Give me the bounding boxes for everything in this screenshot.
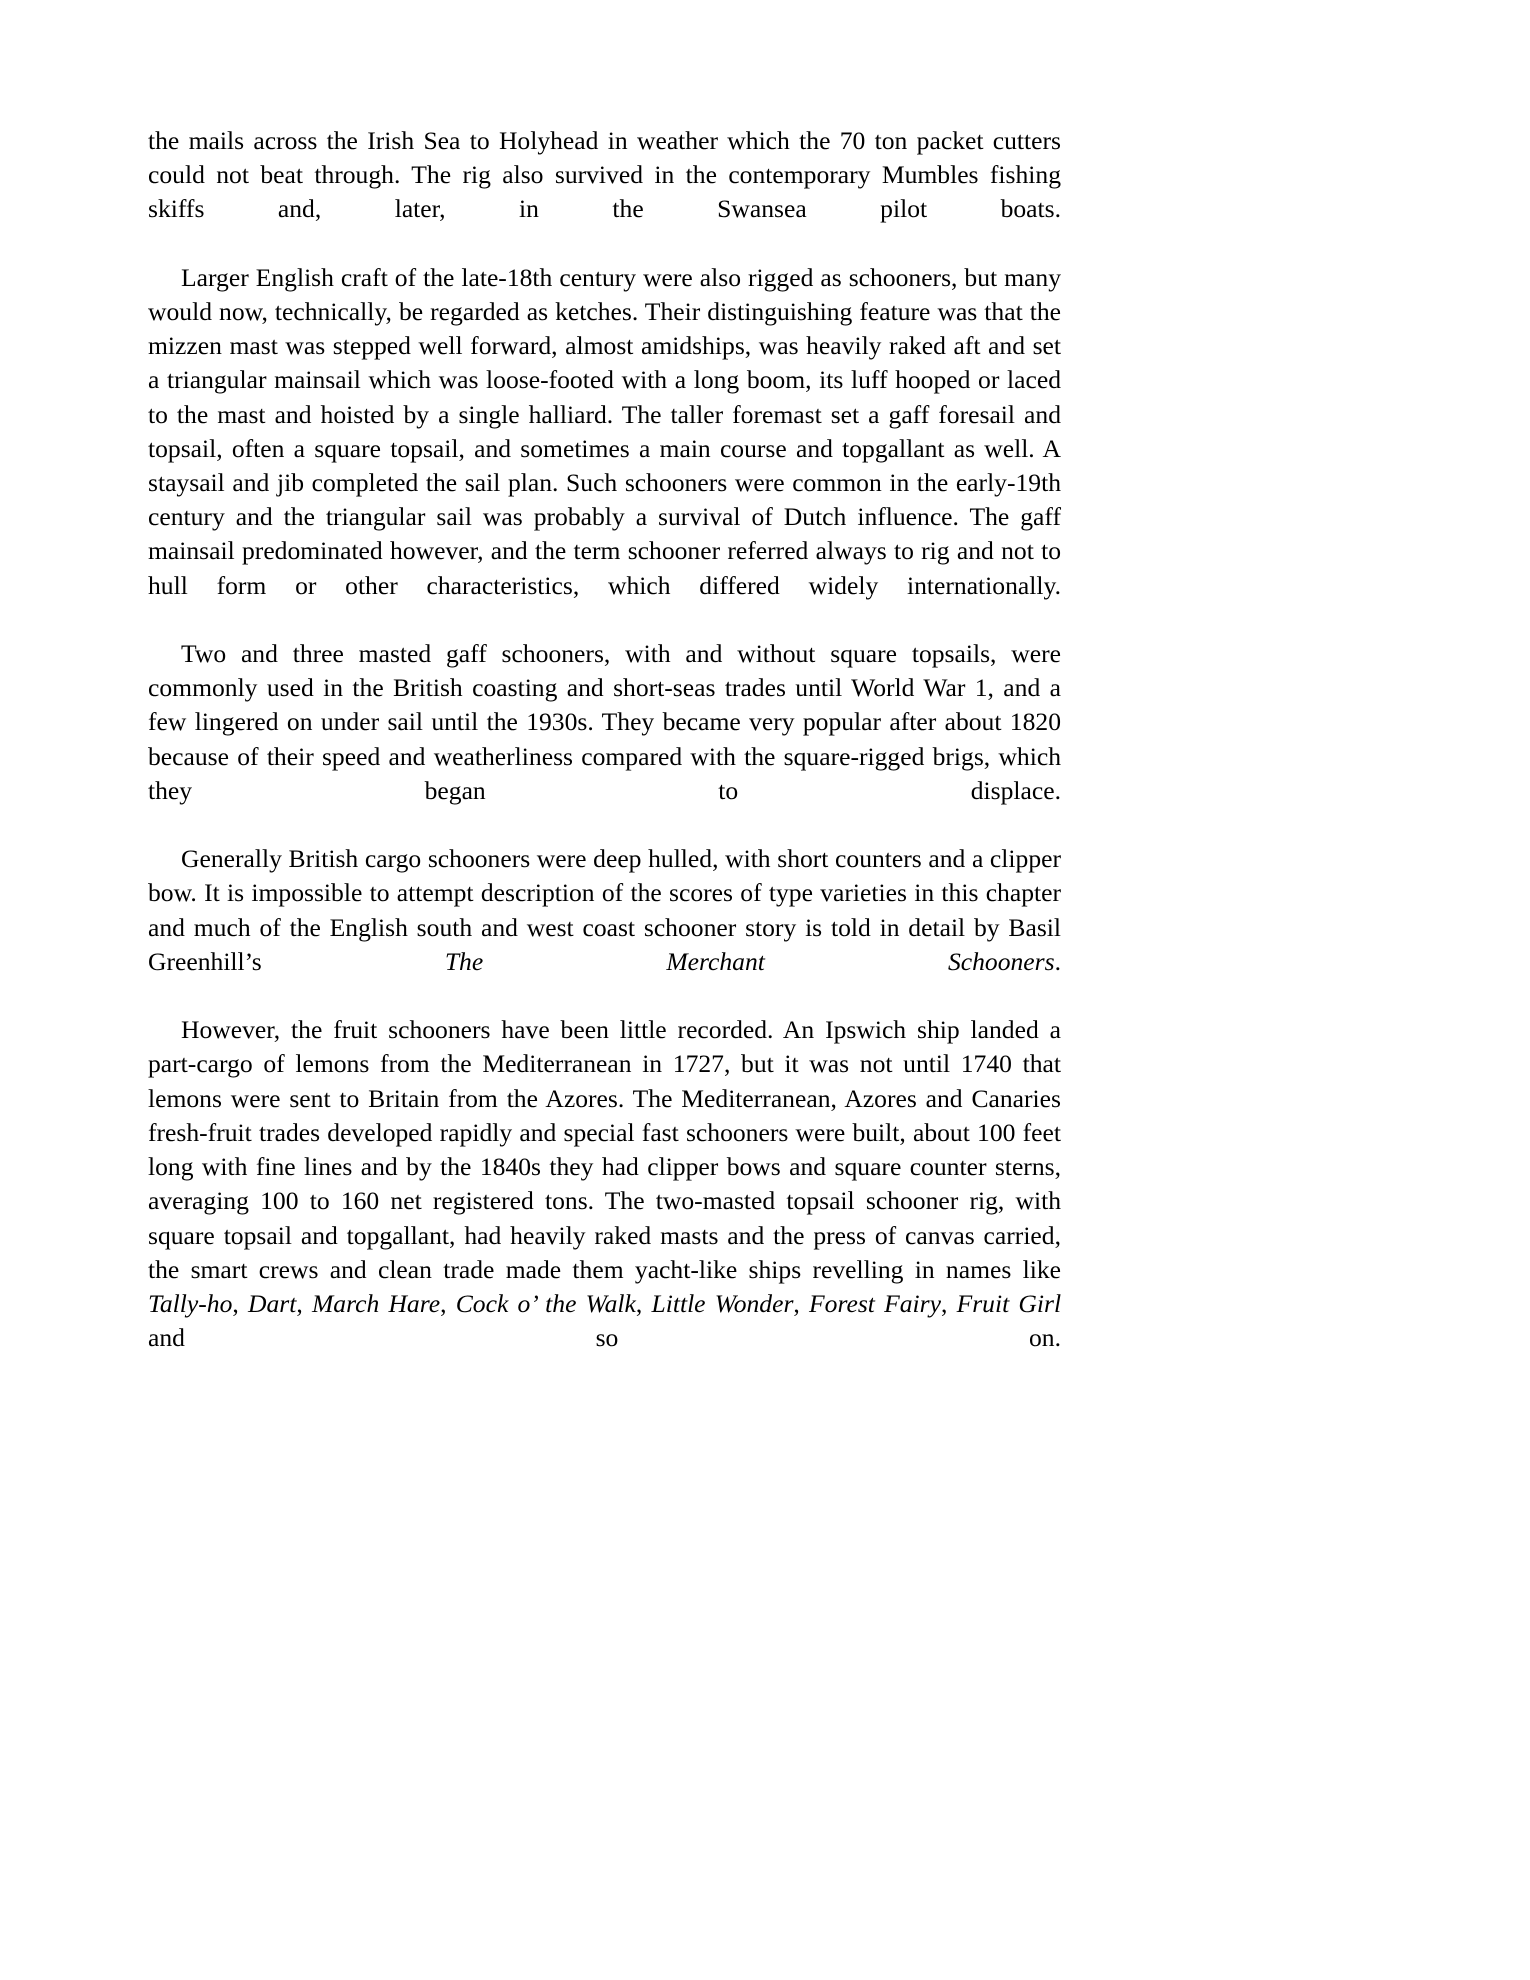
- italic-title: Tally-ho: [148, 1288, 233, 1318]
- text-run: ,: [635, 1288, 652, 1318]
- italic-title: March Hare: [311, 1288, 441, 1318]
- text-run: ,: [232, 1288, 248, 1318]
- text-run: Generally British cargo schooners were deep hulled, with short counters and a clipper bow. It is impossible to attempt description of the scores of type varieties in this chapter and much of the English south and west coast schooner story is told in detail by Basil Greenhill’s: [148, 844, 1061, 976]
- italic-title: Fruit Girl: [956, 1288, 1062, 1318]
- text-run: and so on.: [148, 1323, 1061, 1353]
- text-run: ,: [296, 1288, 312, 1318]
- text-run: ,: [940, 1288, 957, 1318]
- text-run: the mails across the Irish Sea to Holyhead in weather which the 70 ton packet cutters could not beat through. The rig also survived in the contemporary Mumbles fishing skiffs and, later, in the Swansea pilot boats.: [148, 126, 1061, 224]
- italic-title: Dart: [248, 1288, 297, 1318]
- paragraph: [148, 124, 1061, 261]
- italic-title: The Merchant Schooners: [444, 946, 1055, 976]
- text-run: .: [1054, 946, 1061, 976]
- italic-title: Forest Fairy: [809, 1288, 941, 1318]
- italic-title: Little Wonder: [651, 1288, 794, 1318]
- paragraph: [148, 637, 1061, 842]
- text-run: Two and three masted gaff schooners, with and without square topsails, were commonly used in the British coasting and short-seas trades until World War 1, and a few lingered on under sail until the 1930s. They became very popular after about 1820 because of their speed and weatherliness compared with the square-rigged brigs, which they began to displace.: [148, 639, 1061, 805]
- italic-title: Cock o’ the Walk: [455, 1288, 636, 1318]
- text-run: ,: [440, 1288, 456, 1318]
- paragraph: [148, 261, 1061, 637]
- text-run: ,: [793, 1288, 810, 1318]
- text-run: Larger English craft of the late-18th century were also rigged as schooners, but many would now, technically, be regarded as ketches. Their distinguishing feature was that the mizzen mast was stepped well forward, almost amidships, was heavily raked aft and set a triangular mainsail which was loose-footed with a long boom, its luff hooped or laced to the mast and hoisted by a single halliard. The taller foremast set a gaff foresail and topsail, often a square topsail, and sometimes a main course and topgallant as well. A staysail and jib completed the sail plan. Such schooners were common in the early-19th century and the triangular sail was probably a survival of Dutch influence. The gaff mainsail predominated however, and the term schooner referred always to rig and not to hull form or other characteristics, which differed widely internationally.: [148, 262, 1061, 600]
- paragraph: [148, 842, 1061, 1013]
- text-run: However, the fruit schooners have been little recorded. An Ipswich ship landed a part-cargo of lemons from the Mediterranean in 1727, but it was not until 1740 that lemons were sent to Britain from the Azores. The Mediterranean, Azores and Canaries fresh-fruit trades developed rapidly and special fast schooners were built, about 100 feet long with fine lines and by the 1840s they had clipper bows and square counter sterns, averaging 100 to 160 net registered tons. The two-masted topsail schooner rig, with square topsail and topgallant, had heavily raked masts and the press of canvas carried, the smart crews and clean trade made them yacht-like ships revelling in names like: [148, 1015, 1061, 1284]
- body-text-column: [148, 124, 1061, 1390]
- paragraph: [148, 1013, 1061, 1389]
